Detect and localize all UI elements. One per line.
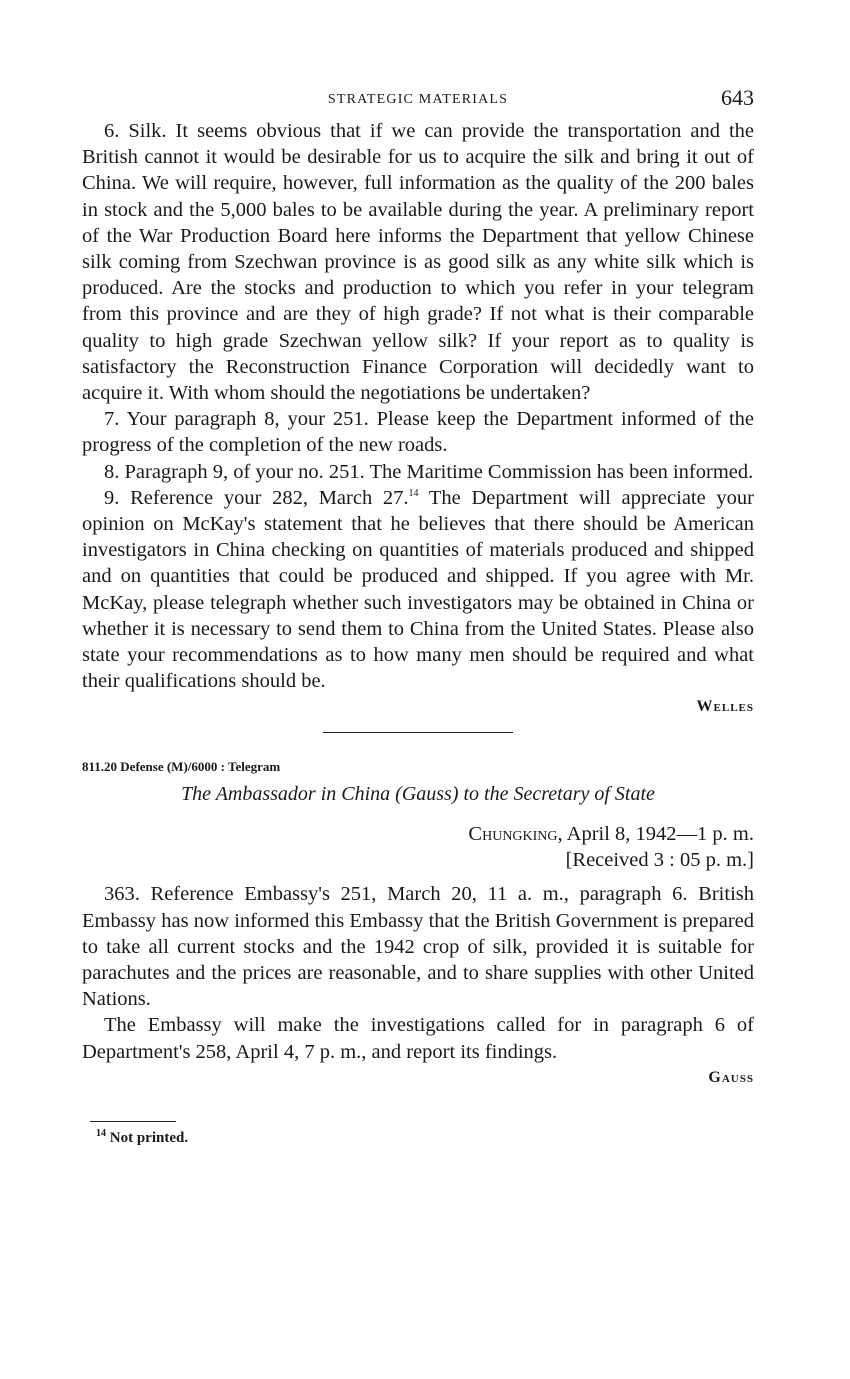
received-time: [Received 3 : 05 p. m.] [565, 849, 754, 872]
document-title: The Ambassador in China (Gauss) to the Secretary of State [181, 783, 655, 806]
running-head [82, 84, 754, 118]
page-number: 643 [721, 85, 754, 110]
footnote-divider [90, 1121, 176, 1122]
dateline-date: April 8, 1942—1 p. m. [562, 823, 754, 846]
paragraph-363: 363. Reference Embassy's 251, March 20, 11 a. m., paragraph 6. British Embassy has now informed this Embassy that the British Government is prepared to take all current stocks and the 1942 crop of silk, provided it is suitable for parachutes and the prices are reasonable, and to share supplies with other United Nations. [82, 883, 754, 1011]
paragraph-6: 6. Silk. It seems obvious that if we can provide the transportation and the British cannot it would be desirable for us to acquire the silk and bring it out of China. We will require, however, full information as the quality of the 200 bales in stock and the 5,000 bales to be available during the year. A preliminary report of the War Production Board here informs the Department that yellow Chinese silk coming from Szechwan province is as good silk as any white silk which is produced. Are the stocks and production to which you refer in your telegram from this province and are they of high grade? If not what is their comparable quality to high grade Szechwan yellow silk? If your report as to quality is satisfactory the Reconstruction Finance Corporation will decidedly want to acquire it. With whom should the negotiations be undertaken? [82, 120, 754, 405]
running-title: STRATEGIC MATERIALS [327, 92, 509, 107]
paragraph-9 [82, 485, 754, 695]
footnote-number: 14 [96, 1127, 106, 1139]
footnote-text: Not printed. [106, 1129, 189, 1146]
document-page [82, 84, 754, 1148]
paragraph-9-start: 9. Reference your 282, March 27. [104, 486, 409, 509]
paragraph-8: 8. Paragraph 9, of your no. 251. The Maritime Commission has been informed. [104, 460, 754, 483]
section-divider [323, 732, 513, 733]
footnote [96, 1128, 754, 1148]
paragraph-7: 7. Your paragraph 8, your 251. Please keep the Department informed of the progress of the completion of the new roads. [82, 408, 754, 457]
dateline-place: Chungking, [468, 823, 563, 846]
dateline [82, 821, 754, 847]
signature-gauss: Gauss [708, 1068, 754, 1086]
paragraph-embassy: The Embassy will make the investigations called for in paragraph 6 of Department's 258, April 4, 7 p. m., and report its findings. [82, 1014, 754, 1063]
paragraph-9-rest: The Department will appreciate your opinion on McKay's statement that he believes that there should be American investigators in China checking on quantities of materials produced and shipped and on quantities that could be produced and shipped. If you agree with Mr. McKay, please telegraph whether such investigators may be obtained in China or whether it is necessary to send them to China from the United States. Please also state your recommendations as to how many men should be required and what their qualifications should be. [82, 486, 754, 693]
signature-welles: Welles [696, 698, 754, 716]
footnote-mark: 14 [408, 488, 419, 500]
file-reference: 811.20 Defense (M)/6000 : Telegram [82, 759, 281, 775]
